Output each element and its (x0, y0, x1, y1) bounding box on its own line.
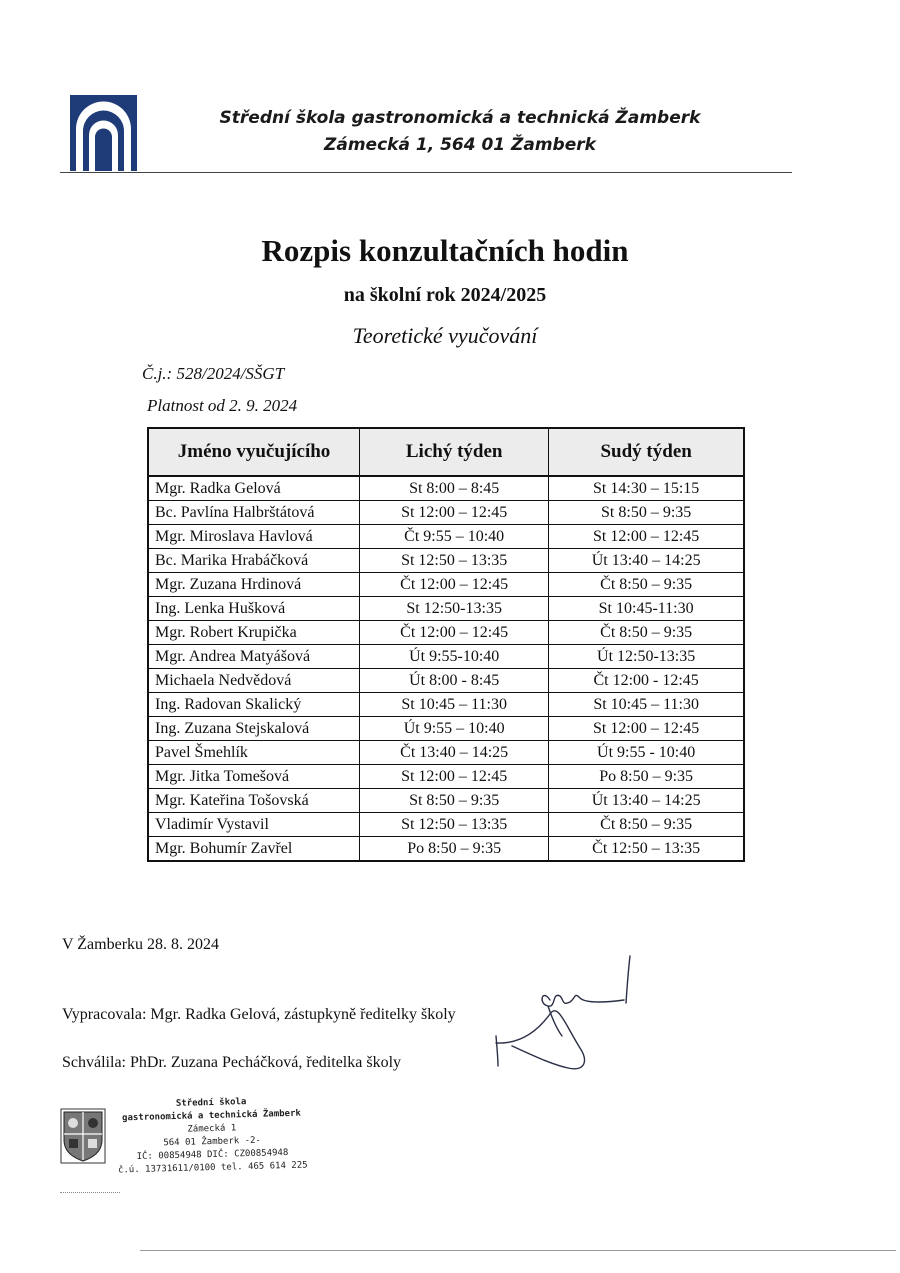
odd-week-cell: St 12:50 – 13:35 (360, 549, 549, 573)
even-week-cell: Út 13:40 – 14:25 (549, 549, 744, 573)
table-row (148, 597, 744, 621)
table-row (148, 549, 744, 573)
table-row (148, 789, 744, 813)
table-row (148, 813, 744, 837)
teacher-name-cell: Ing. Radovan Skalický (148, 693, 360, 717)
teacher-name-cell: Vladimír Vystavil (148, 813, 360, 837)
table-row (148, 741, 744, 765)
even-week-cell: Út 12:50-13:35 (549, 645, 744, 669)
odd-week-cell: St 12:00 – 12:45 (360, 501, 549, 525)
odd-week-cell: St 10:45 – 11:30 (360, 693, 549, 717)
section-title: Teoretické vyučování (352, 323, 538, 348)
even-week-cell: Čt 8:50 – 9:35 (549, 621, 744, 645)
odd-week-cell: St 12:00 – 12:45 (360, 765, 549, 789)
table-row (148, 525, 744, 549)
table-row (148, 573, 744, 597)
prepared-by: Vypracovala: Mgr. Radka Gelová, zástupkyně ředitelky školy (62, 1006, 456, 1023)
table-row (148, 476, 744, 501)
column-header-even-week: Sudý týden (549, 428, 744, 476)
odd-week-cell: St 8:50 – 9:35 (360, 789, 549, 813)
school-name: Střední škola gastronomická a technická Žamberk (219, 108, 701, 128)
school-address: Zámecká 1, 564 01 Žamberk (324, 135, 596, 155)
odd-week-cell: Po 8:50 – 9:35 (360, 837, 549, 862)
page-bottom-divider (140, 1250, 896, 1251)
even-week-cell: Čt 12:00 - 12:45 (549, 669, 744, 693)
even-week-cell: St 14:30 – 15:15 (549, 476, 744, 501)
table-row (148, 669, 744, 693)
header-divider (60, 172, 792, 173)
stamp-line: IČ: 00854948 DIČ: CZ00854948 (136, 1148, 289, 1162)
teacher-name-cell: Mgr. Miroslava Havlová (148, 525, 360, 549)
table-row (148, 765, 744, 789)
school-arch-logo-icon (70, 95, 137, 171)
even-week-cell: Čt 12:50 – 13:35 (549, 837, 744, 862)
table-row (148, 837, 744, 862)
stamp-line: gastronomická a technická Žamberk (121, 1108, 301, 1124)
table-row (148, 717, 744, 741)
teacher-name-cell: Mgr. Jitka Tomešová (148, 765, 360, 789)
teacher-name-cell: Mgr. Kateřina Tošovská (148, 789, 360, 813)
page-subtitle: na školní rok 2024/2025 (343, 284, 547, 306)
stamp-line: Střední škola (175, 1097, 247, 1109)
approved-by: Schválila: PhDr. Zuzana Pecháčková, ředitelka školy (62, 1054, 402, 1071)
even-week-cell: Út 9:55 - 10:40 (549, 741, 744, 765)
teacher-name-cell: Bc. Pavlína Halbrštátová (148, 501, 360, 525)
teacher-name-cell: Mgr. Robert Krupička (148, 621, 360, 645)
odd-week-cell: St 8:00 – 8:45 (360, 476, 549, 501)
teacher-name-cell: Michaela Nedvědová (148, 669, 360, 693)
place-and-date: V Žamberku 28. 8. 2024 (62, 936, 220, 953)
even-week-cell: St 12:00 – 12:45 (549, 525, 744, 549)
even-week-cell: Čt 8:50 – 9:35 (549, 573, 744, 597)
odd-week-cell: Út 8:00 - 8:45 (360, 669, 549, 693)
teacher-name-cell: Bc. Marika Hrabáčková (148, 549, 360, 573)
odd-week-cell: Čt 13:40 – 14:25 (360, 741, 549, 765)
table-row (148, 645, 744, 669)
teacher-name-cell: Mgr. Radka Gelová (148, 476, 360, 501)
column-header-teacher: Jméno vyučujícího (148, 428, 360, 476)
table-row (148, 501, 744, 525)
stamp-divider (60, 1192, 120, 1193)
consultation-table (147, 427, 745, 862)
page-title: Rozpis konzultačních hodin (261, 233, 629, 268)
even-week-cell: St 12:00 – 12:45 (549, 717, 744, 741)
even-week-cell: Čt 8:50 – 9:35 (549, 813, 744, 837)
even-week-cell: St 8:50 – 9:35 (549, 501, 744, 525)
coat-of-arms-icon (60, 1108, 106, 1164)
stamp-line: Zámecká 1 (187, 1123, 237, 1135)
column-header-odd-week: Lichý týden (360, 428, 549, 476)
odd-week-cell: Čt 12:00 – 12:45 (360, 573, 549, 597)
reference-number: Č.j.: 528/2024/SŠGT (142, 364, 285, 383)
stamp-line: 564 01 Žamberk -2- (163, 1135, 262, 1149)
even-week-cell: St 10:45-11:30 (549, 597, 744, 621)
odd-week-cell: St 12:50 – 13:35 (360, 813, 549, 837)
table-row (148, 621, 744, 645)
teacher-name-cell: Ing. Lenka Hušková (148, 597, 360, 621)
teacher-name-cell: Pavel Šmehlík (148, 741, 360, 765)
odd-week-cell: St 12:50-13:35 (360, 597, 549, 621)
handwritten-signature-icon (490, 948, 640, 1083)
official-stamp (111, 1094, 313, 1177)
teacher-name-cell: Ing. Zuzana Stejskalová (148, 717, 360, 741)
even-week-cell: Po 8:50 – 9:35 (549, 765, 744, 789)
teacher-name-cell: Mgr. Andrea Matyášová (148, 645, 360, 669)
stamp-line: č.ú. 13731611/0100 tel. 465 614 225 (117, 1160, 308, 1176)
table-header-row (148, 428, 744, 476)
odd-week-cell: Út 9:55 – 10:40 (360, 717, 549, 741)
teacher-name-cell: Mgr. Zuzana Hrdinová (148, 573, 360, 597)
table-row (148, 693, 744, 717)
even-week-cell: Út 13:40 – 14:25 (549, 789, 744, 813)
even-week-cell: St 10:45 – 11:30 (549, 693, 744, 717)
odd-week-cell: Út 9:55-10:40 (360, 645, 549, 669)
teacher-name-cell: Mgr. Bohumír Zavřel (148, 837, 360, 862)
odd-week-cell: Čt 9:55 – 10:40 (360, 525, 549, 549)
validity-date: Platnost od 2. 9. 2024 (147, 396, 298, 415)
odd-week-cell: Čt 12:00 – 12:45 (360, 621, 549, 645)
